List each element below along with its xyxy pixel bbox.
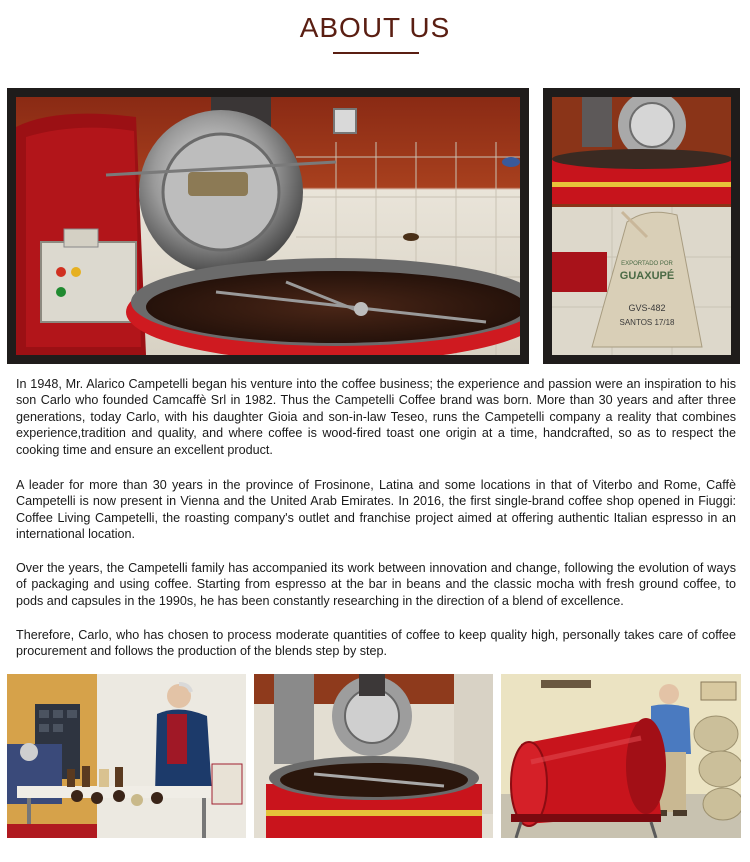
sack-text-line3: GVS-482 bbox=[628, 303, 666, 313]
paragraph-history: In 1948, Mr. Alarico Campetelli began his venture into the coffee business; the experience and passion were an inspiration to his son Carlo who founded Camcaffè Srl in 1982. Thus the Campetelli Coffee brand was born. More than 30 years and after three generations, today Carlo, with his daughter Gioia and son-in-law Teseo, runs the Campetelli company a reality that combines experience,tradition and quality, and where coffee is wood-fired toast one origin at a time, handcrafted, so as to respect the cooking time and ensure an excellent product. bbox=[16, 377, 736, 457]
sack-text-line1: EXPORTADO POR bbox=[621, 261, 673, 267]
roaster-with-coffee-sack-photo bbox=[552, 97, 731, 355]
paragraph-leader: A leader for more than 30 years in the province of Frosinone, Latina and some locations in that of Viterbo and Rome, Caffè Campetelli is now present in Vienna and the United Arab Emirates. In 2016, the first single-brand coffee shop opened in Fiuggi: Coffee Living Campetelli, the roasting company's outlet and franchise project aimed at offering authentic Italian espresso in an international location. bbox=[16, 478, 736, 542]
hero-photo-roaster bbox=[7, 88, 529, 364]
roaster-cooling-tray-photo bbox=[254, 674, 493, 838]
paragraph-innovation: Over the years, the Campetelli family has accompanied its work between innovation and change, following the evolution of ways of packaging and using coffee. Starting from espresso at the bar in beans and the classic mocha with fresh ground coffee, to pods and capsules in the 1990s, he has been constantly researching in the direction of a blend of excellence. bbox=[16, 561, 736, 608]
bottom-photo-roaster-tray bbox=[254, 674, 493, 838]
sack-text-line2: GUAXUPÉ bbox=[619, 270, 675, 282]
man-with-red-drum-roaster-photo bbox=[501, 674, 741, 838]
man-at-tasting-table-photo bbox=[7, 674, 246, 838]
title-underline bbox=[333, 52, 419, 54]
roaster-machine-photo bbox=[16, 97, 520, 355]
paragraph-carlo: Therefore, Carlo, who has chosen to process moderate quantities of coffee to keep quality high, personally takes care of coffee procurement and follows the production of the blends step by step. bbox=[16, 628, 736, 659]
hero-photo-sack bbox=[543, 88, 740, 364]
sack-text-line4: SANTOS 17/18 bbox=[619, 318, 675, 327]
bottom-photo-tasting bbox=[7, 674, 246, 838]
page-title: ABOUT US bbox=[299, 12, 451, 43]
bottom-photo-drum bbox=[501, 674, 741, 838]
